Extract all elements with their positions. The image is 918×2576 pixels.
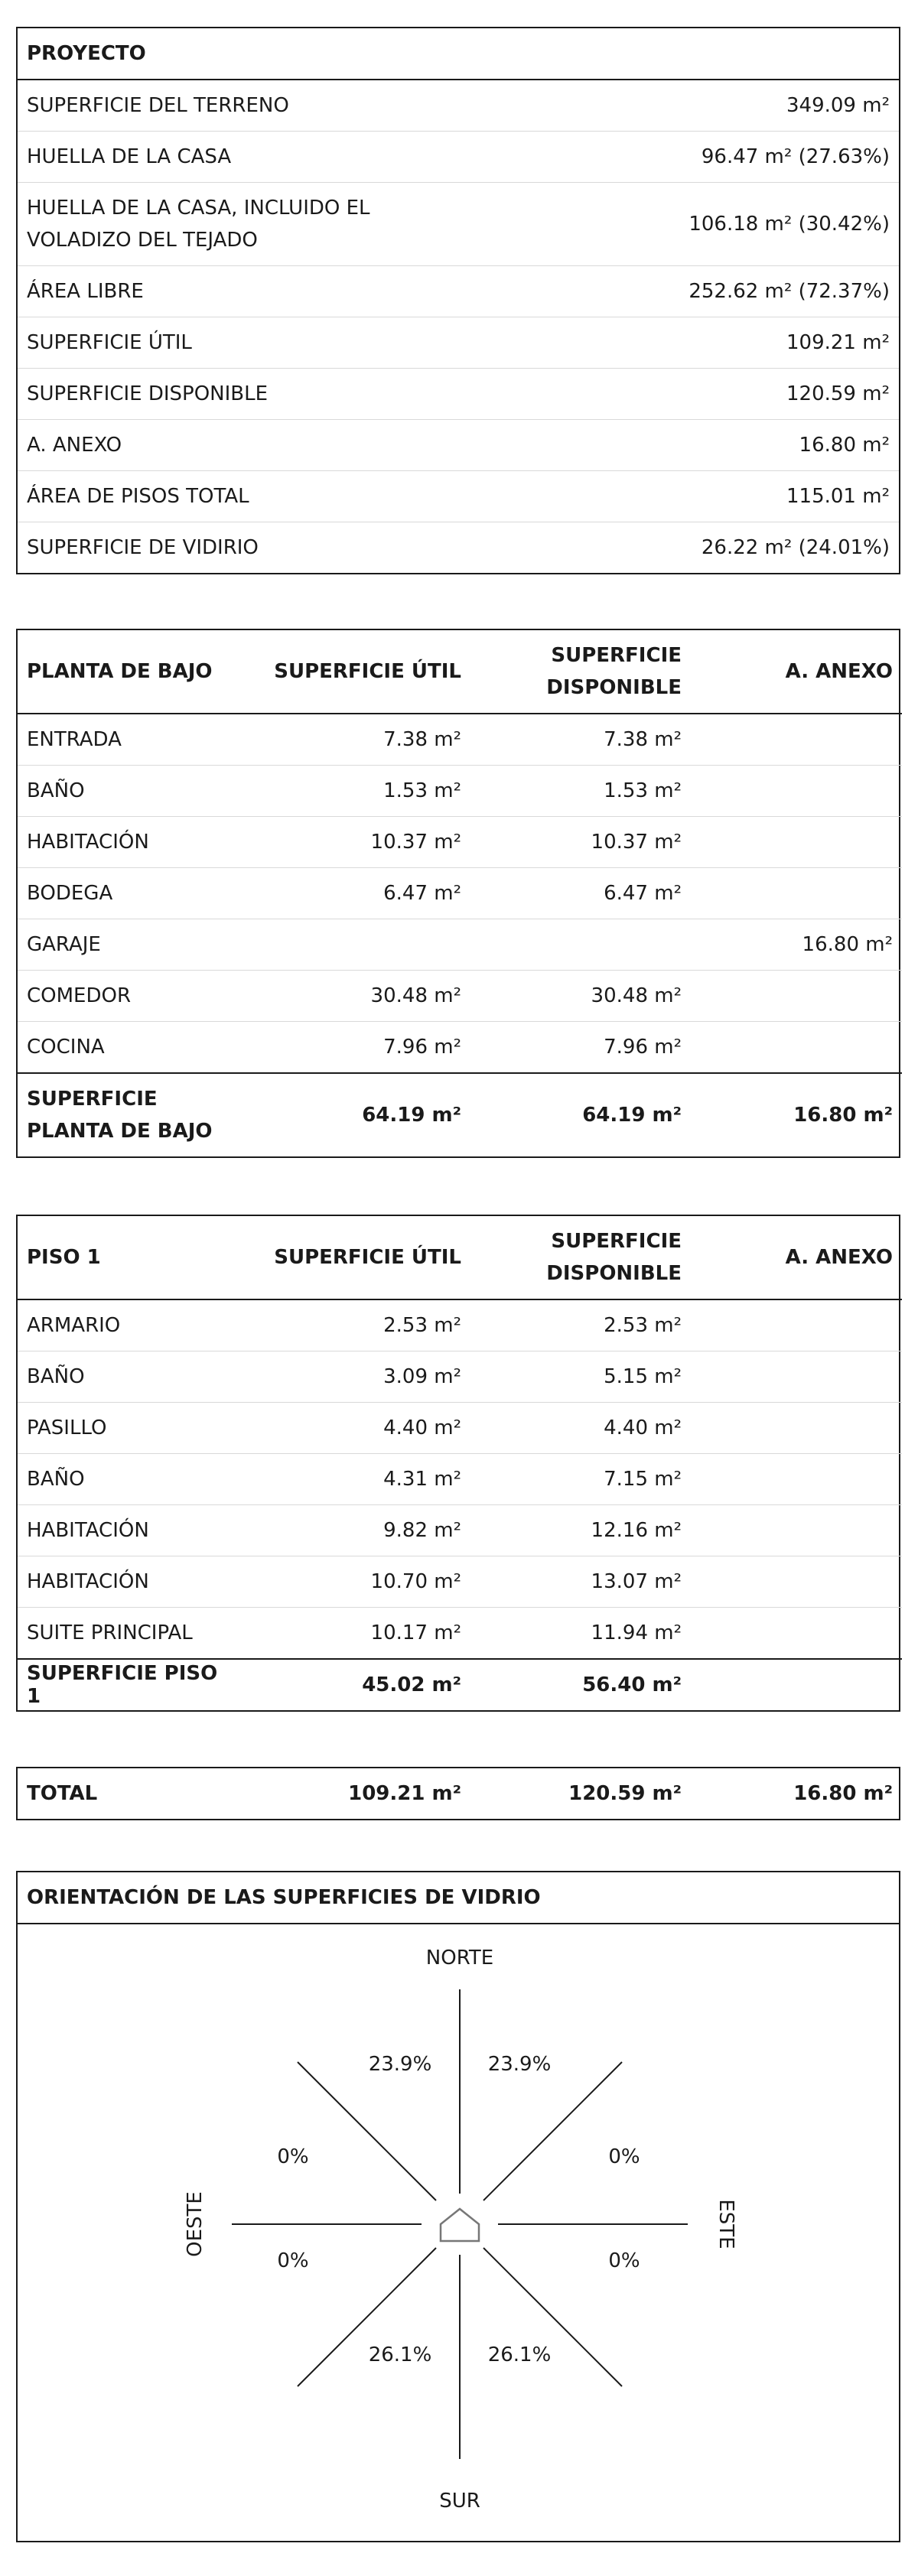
room-disp: 2.53 m² — [470, 1299, 691, 1351]
room-util: 2.53 m² — [247, 1299, 470, 1351]
room-util: 10.17 m² — [247, 1608, 470, 1660]
row-value: 96.47 m² (27.63%) — [458, 132, 899, 183]
header-disponible: SUPERFICIE DISPONIBLE — [470, 1216, 691, 1299]
room-util: 9.82 m² — [247, 1505, 470, 1556]
room-name: PASILLO — [18, 1403, 247, 1454]
room-anexo — [691, 1299, 902, 1351]
subtotal-util: 64.19 m² — [247, 1073, 470, 1156]
room-disp: 1.53 m² — [470, 766, 691, 817]
room-util: 6.47 m² — [247, 868, 470, 919]
room-util: 4.40 m² — [247, 1403, 470, 1454]
subtotal-anexo — [691, 1659, 902, 1710]
room-name: HABITACIÓN — [18, 1505, 247, 1556]
row-value: 26.22 m² (24.01%) — [458, 522, 899, 574]
row-value: 109.21 m² — [458, 317, 899, 369]
house-icon — [441, 2209, 479, 2241]
subtotal-disp: 56.40 m² — [470, 1659, 691, 1710]
subtotal-disp: 64.19 m² — [470, 1073, 691, 1156]
room-util — [247, 919, 470, 971]
room-name: BAÑO — [18, 766, 247, 817]
pct-ene: 0% — [608, 2145, 640, 2168]
room-disp: 11.94 m² — [470, 1608, 691, 1660]
axis-nw-line — [298, 2062, 436, 2200]
row-label: A. ANEXO — [18, 420, 458, 471]
subtotal-util: 45.02 m² — [247, 1659, 470, 1710]
label-oeste: OESTE — [184, 2191, 207, 2257]
room-util: 4.31 m² — [247, 1454, 470, 1505]
room-name: BAÑO — [18, 1351, 247, 1403]
orientation-compass — [18, 1924, 899, 2542]
header-util: SUPERFICIE ÚTIL — [247, 1216, 470, 1299]
room-util: 7.96 m² — [247, 1022, 470, 1074]
room-anexo — [691, 817, 902, 868]
room-disp: 12.16 m² — [470, 1505, 691, 1556]
subtotal-name: SUPERFICIE PLANTA DE BAJO — [18, 1073, 247, 1156]
piso1-table — [16, 1215, 900, 1712]
room-name: HABITACIÓN — [18, 1556, 247, 1608]
row-label: HUELLA DE LA CASA — [18, 132, 458, 183]
room-name: GARAJE — [18, 919, 247, 971]
room-name: BAÑO — [18, 1454, 247, 1505]
subtotal-name: SUPERFICIE PISO 1 — [18, 1659, 247, 1710]
header-anexo: A. ANEXO — [691, 630, 902, 714]
row-label: SUPERFICIE DE VIDIRIO — [18, 522, 458, 574]
header-name: PISO 1 — [18, 1216, 247, 1299]
header-name: PLANTA DE BAJO — [18, 630, 247, 714]
row-label: HUELLA DE LA CASA, INCLUIDO EL VOLADIZO DEL TEJADO — [18, 183, 458, 266]
room-name: SUITE PRINCIPAL — [18, 1608, 247, 1660]
row-label: SUPERFICIE DEL TERRENO — [18, 80, 458, 132]
row-label: SUPERFICIE DISPONIBLE — [18, 369, 458, 420]
room-util: 7.38 m² — [247, 714, 470, 766]
label-sur: SUR — [439, 2490, 480, 2513]
total-anexo: 16.80 m² — [793, 1782, 893, 1805]
planta-bajo-table — [16, 629, 900, 1158]
row-label: ÁREA LIBRE — [18, 266, 458, 317]
room-util: 1.53 m² — [247, 766, 470, 817]
orientation-title: ORIENTACIÓN DE LAS SUPERFICIES DE VIDRIO — [18, 1872, 899, 1924]
row-label: ÁREA DE PISOS TOTAL — [18, 471, 458, 522]
room-disp — [470, 919, 691, 971]
row-value: 106.18 m² (30.42%) — [458, 183, 899, 266]
room-disp: 6.47 m² — [470, 868, 691, 919]
room-disp: 5.15 m² — [470, 1351, 691, 1403]
room-anexo — [691, 1454, 902, 1505]
row-value: 16.80 m² — [458, 420, 899, 471]
room-util: 10.37 m² — [247, 817, 470, 868]
label-norte: NORTE — [425, 1947, 494, 1969]
proyecto-title: PROYECTO — [18, 28, 458, 80]
row-value: 120.59 m² — [458, 369, 899, 420]
pct-sse: 26.1% — [487, 2343, 552, 2366]
axis-ne-line — [483, 2062, 622, 2200]
room-disp: 13.07 m² — [470, 1556, 691, 1608]
room-anexo — [691, 766, 902, 817]
room-disp: 7.38 m² — [470, 714, 691, 766]
room-disp: 7.15 m² — [470, 1454, 691, 1505]
row-value: 252.62 m² (72.37%) — [458, 266, 899, 317]
room-anexo — [691, 1351, 902, 1403]
room-util: 30.48 m² — [247, 971, 470, 1022]
row-label: SUPERFICIE ÚTIL — [18, 317, 458, 369]
subtotal-anexo: 16.80 m² — [691, 1073, 902, 1156]
room-disp: 7.96 m² — [470, 1022, 691, 1074]
room-anexo — [691, 971, 902, 1022]
orientation-panel — [16, 1871, 900, 2542]
room-anexo — [691, 1556, 902, 1608]
room-name: ENTRADA — [18, 714, 247, 766]
room-anexo — [691, 1022, 902, 1074]
label-este: ESTE — [715, 2199, 737, 2249]
room-anexo — [691, 1403, 902, 1454]
total-util: 109.21 m² — [348, 1782, 461, 1805]
proyecto-table — [16, 27, 900, 574]
pct-wnw: 0% — [277, 2145, 309, 2168]
pct-nno: 23.9% — [368, 2053, 432, 2076]
total-name: TOTAL — [27, 1782, 98, 1805]
room-disp: 30.48 m² — [470, 971, 691, 1022]
room-name: ARMARIO — [18, 1299, 247, 1351]
room-anexo — [691, 1608, 902, 1660]
room-anexo — [691, 1505, 902, 1556]
row-value: 349.09 m² — [458, 80, 899, 132]
room-name: HABITACIÓN — [18, 817, 247, 868]
room-disp: 4.40 m² — [470, 1403, 691, 1454]
pct-wsw: 0% — [277, 2249, 309, 2272]
row-value: 115.01 m² — [458, 471, 899, 522]
room-name: COMEDOR — [18, 971, 247, 1022]
pct-ese: 0% — [608, 2249, 640, 2272]
total-disp: 120.59 m² — [568, 1782, 682, 1805]
room-disp: 10.37 m² — [470, 817, 691, 868]
room-anexo — [691, 714, 902, 766]
pct-nne: 23.9% — [487, 2053, 552, 2076]
room-util: 10.70 m² — [247, 1556, 470, 1608]
header-disponible: SUPERFICIE DISPONIBLE — [470, 630, 691, 714]
pct-ssw: 26.1% — [368, 2343, 432, 2366]
room-anexo: 16.80 m² — [691, 919, 902, 971]
room-name: BODEGA — [18, 868, 247, 919]
room-name: COCINA — [18, 1022, 247, 1074]
total-table — [16, 1767, 900, 1820]
header-anexo: A. ANEXO — [691, 1216, 902, 1299]
room-util: 3.09 m² — [247, 1351, 470, 1403]
header-util: SUPERFICIE ÚTIL — [247, 630, 470, 714]
room-anexo — [691, 868, 902, 919]
